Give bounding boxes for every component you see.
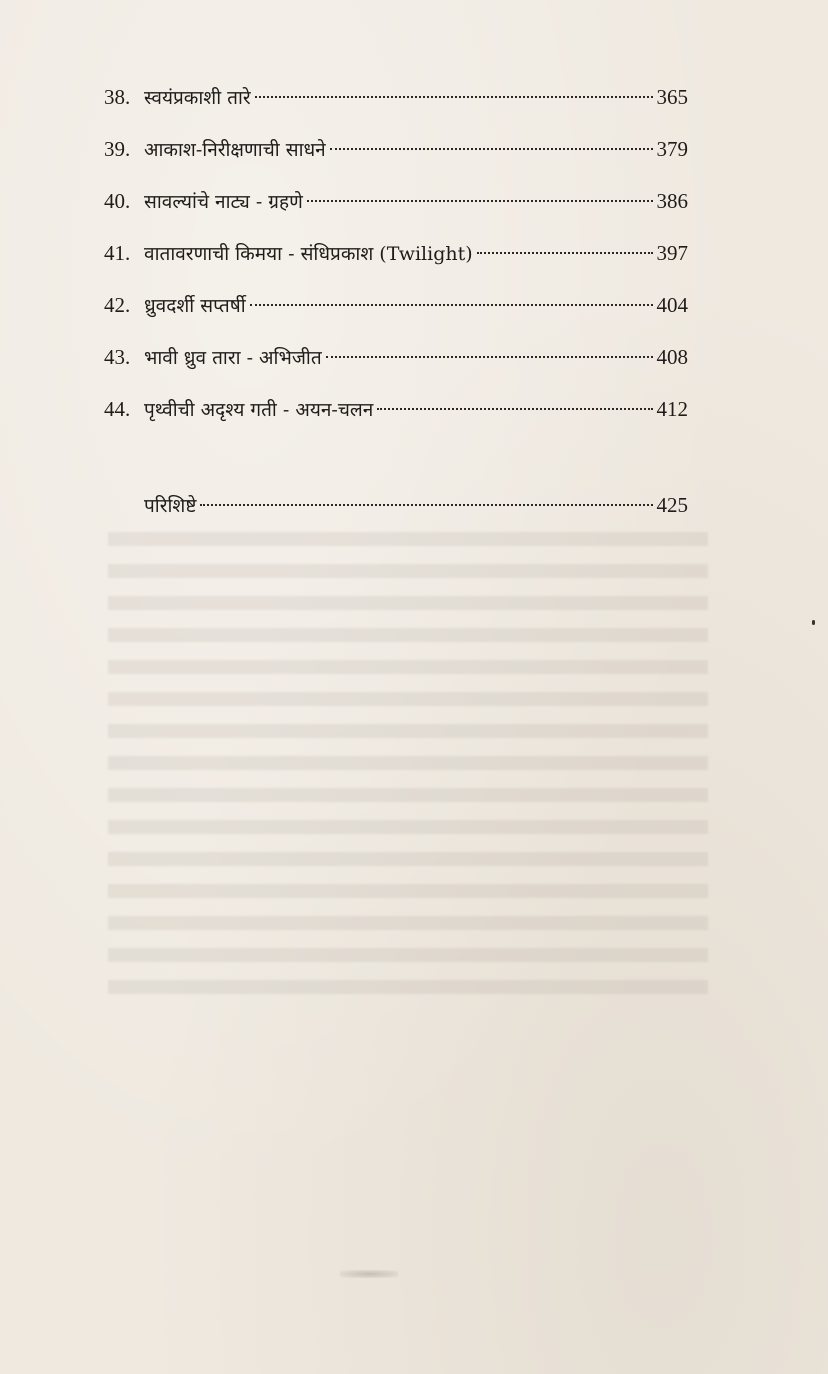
toc-appendix [142, 488, 688, 540]
toc-entry-44 [104, 392, 688, 444]
dot-leader [377, 408, 652, 410]
toc-entry-title: पृथ्वीची अदृश्य गती - अयन-चलन [144, 399, 374, 421]
toc-entry-43 [104, 340, 688, 392]
toc-entry-title: ध्रुवदर्शी सप्तर्षी [144, 295, 246, 317]
toc-entry-number: 39. [104, 137, 131, 161]
toc-entry-page: 397 [656, 241, 688, 265]
toc-entry-title: सावल्यांचे नाट्य - ग्रहणे [144, 191, 303, 213]
toc-entry-number: 43. [104, 345, 131, 369]
toc-entry-number: 44. [104, 397, 131, 421]
toc-entry-number: 41. [104, 241, 131, 265]
toc-entry-title: आकाश-निरीक्षणाची साधने [144, 139, 326, 161]
dot-leader [255, 96, 653, 98]
reverse-side-show-through [108, 532, 708, 1012]
toc-entry-number: 38. [104, 85, 131, 109]
dot-leader [326, 356, 653, 358]
ink-speck [812, 620, 815, 625]
toc-entry-38 [104, 80, 688, 132]
toc-entry-page: 404 [656, 293, 688, 317]
toc-entry-42 [104, 288, 688, 340]
toc-entry-page: 408 [656, 345, 688, 369]
toc-entry-number: 42. [104, 293, 131, 317]
toc-entry-39 [104, 132, 688, 184]
toc-entry-title: वातावरणाची किमया - संधिप्रकाश (Twilight) [144, 243, 473, 265]
toc-entry-number: 40. [104, 189, 131, 213]
dot-leader [200, 504, 652, 506]
toc-entry-40 [104, 184, 688, 236]
toc-entry-title: भावी ध्रुव तारा - अभिजीत [144, 347, 322, 369]
toc-entry-page: 412 [656, 397, 688, 421]
paper-smudge [340, 1270, 398, 1278]
toc-entry-title: परिशिष्टे [144, 495, 197, 517]
dot-leader [307, 200, 653, 202]
dot-leader [477, 252, 653, 254]
toc-entry-title: स्वयंप्रकाशी तारे [144, 87, 251, 109]
toc-entry-page: 425 [656, 493, 688, 517]
toc-entry-page: 386 [656, 189, 688, 213]
dot-leader [330, 148, 653, 150]
toc-entry-page: 365 [656, 85, 688, 109]
toc-entry-page: 379 [656, 137, 688, 161]
dot-leader [250, 304, 653, 306]
table-of-contents [104, 80, 688, 444]
toc-entry-41 [104, 236, 688, 288]
toc-entry-appendix [142, 488, 688, 540]
